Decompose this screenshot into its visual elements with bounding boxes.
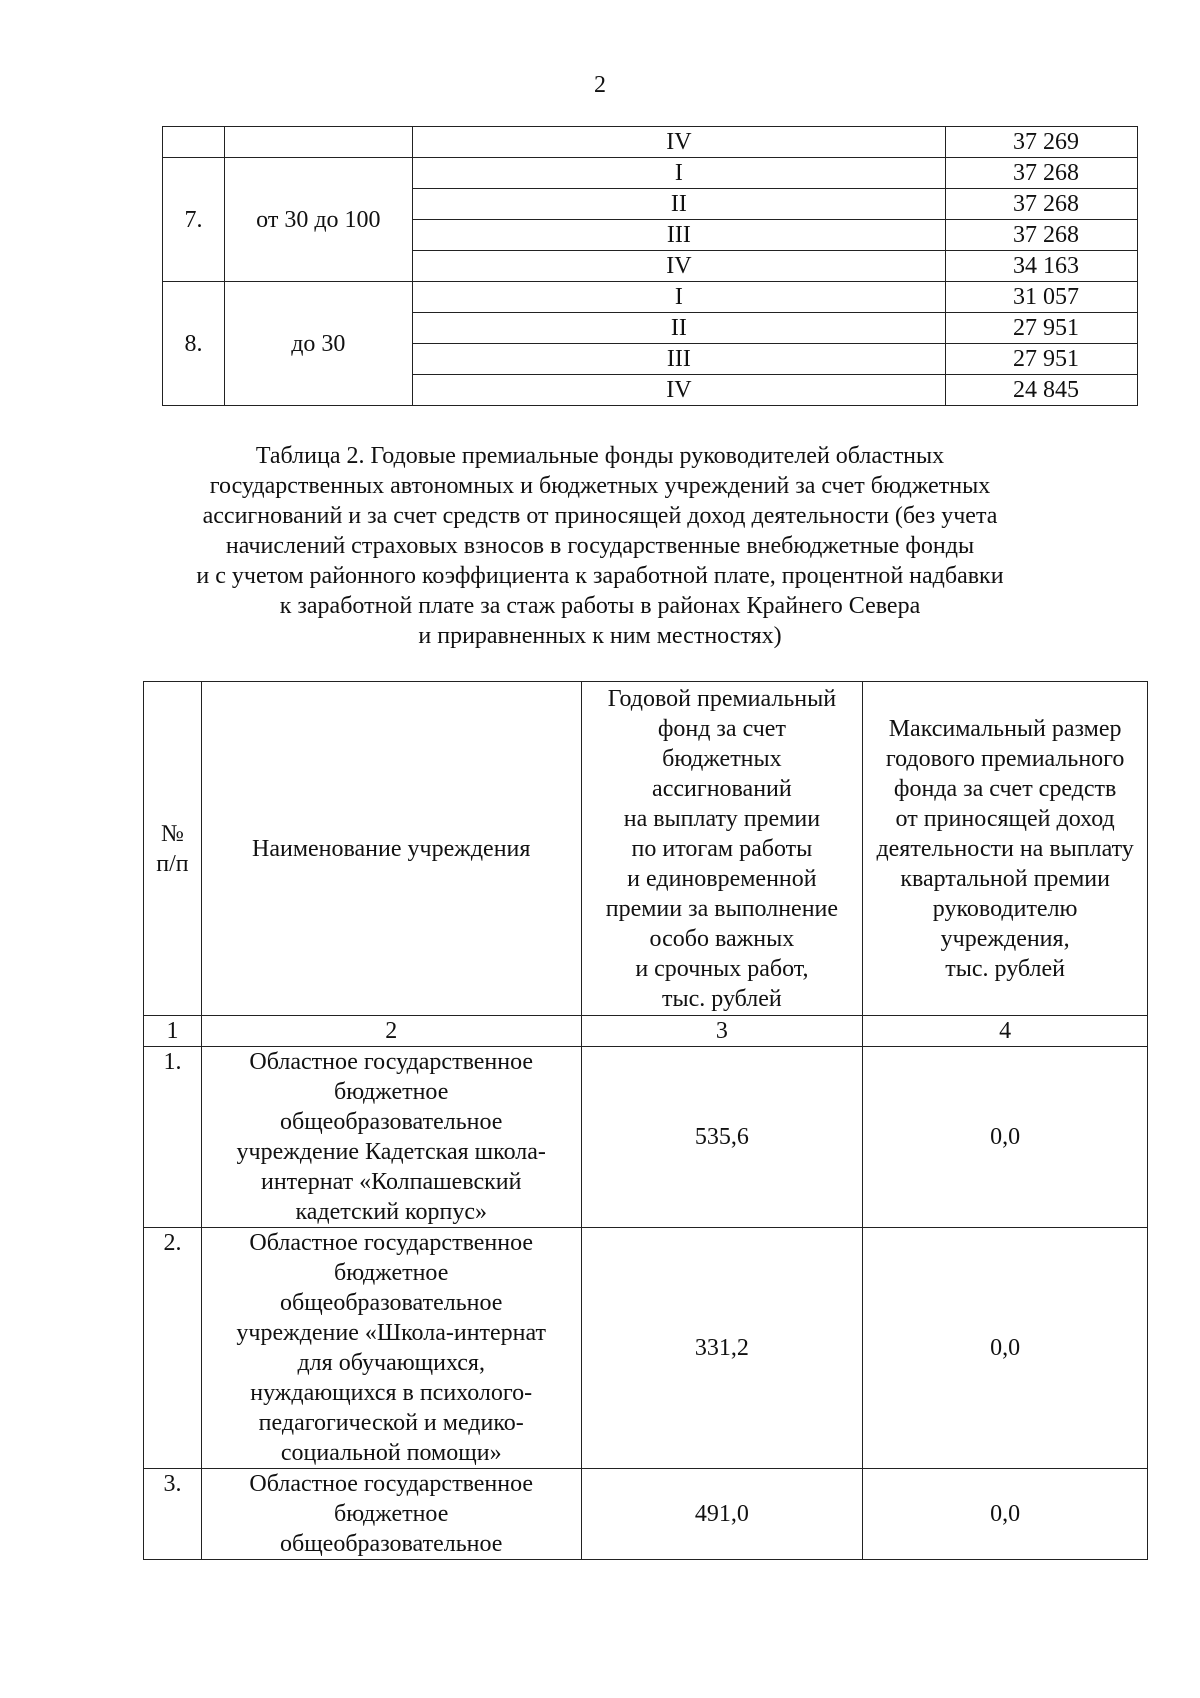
cell-value: 37 269: [946, 127, 1138, 158]
cell-range: от 30 до 100: [224, 158, 412, 282]
header-line: руководителю: [932, 895, 1078, 922]
cell-category: I: [412, 158, 945, 189]
institution-name: [201, 1228, 581, 1469]
header-name: Наименование учреждения: [201, 682, 581, 1016]
header-line: фонда за счет средств: [893, 775, 1117, 802]
cell-value: 37 268: [946, 189, 1138, 220]
cell-value: 27 951: [946, 313, 1138, 344]
name-line: нуждающихся в психолого-: [250, 1380, 533, 1406]
cell-value: 37 268: [946, 220, 1138, 251]
caption-line: и приравненных к ним местностях): [418, 623, 782, 649]
table-row: [163, 127, 1138, 158]
name-line: интернат «Колпашевский: [260, 1169, 522, 1195]
fund-value: 535,6: [581, 1047, 863, 1228]
col-number: 4: [863, 1016, 1148, 1047]
institution-name: [201, 1469, 581, 1560]
cell-value: 27 951: [946, 344, 1138, 375]
cell-category: III: [412, 344, 945, 375]
header-line: и срочных работ,: [635, 955, 809, 982]
name-line: бюджетное: [334, 1260, 449, 1286]
cell-value: 37 268: [946, 158, 1138, 189]
name-line: для обучающихся,: [297, 1350, 485, 1376]
table-continuation: [162, 126, 1138, 406]
row-num: 1.: [144, 1047, 202, 1228]
cell-category: II: [412, 313, 945, 344]
cell-category: I: [412, 282, 945, 313]
header-line: ассигнований: [652, 775, 792, 802]
cell-category: IV: [412, 375, 945, 406]
header-line: бюджетных: [662, 745, 782, 772]
name-line: общеобразовательное: [279, 1531, 503, 1557]
col-number: 3: [581, 1016, 863, 1047]
institution-name: [201, 1047, 581, 1228]
name-line: Областное государственное: [249, 1471, 534, 1497]
name-line: Областное государственное: [249, 1049, 534, 1075]
header-line: тыс. рублей: [945, 955, 1065, 982]
max-value: 0,0: [863, 1228, 1148, 1469]
header-line: деятельности на выплату: [876, 835, 1134, 862]
cell-category: III: [412, 220, 945, 251]
name-line: педагогической и медико-: [258, 1410, 524, 1436]
cell-value: 24 845: [946, 375, 1138, 406]
name-line: учреждение «Школа-интернат: [236, 1320, 547, 1346]
header-line: особо важных: [649, 925, 795, 952]
caption-line: Таблица 2. Годовые премиальные фонды руководителей областных: [255, 443, 945, 469]
cell-value: 31 057: [946, 282, 1138, 313]
col-number: 1: [144, 1016, 202, 1047]
header-line: на выплату премии: [623, 805, 821, 832]
header-line: №: [161, 820, 184, 847]
header-line: учреждения,: [940, 925, 1070, 952]
header-line: Годовой премиальный: [607, 685, 837, 712]
cell-category: IV: [412, 251, 945, 282]
header-line: годового премиального: [885, 745, 1125, 772]
header-num: [144, 682, 202, 1016]
fund-value: 331,2: [581, 1228, 863, 1469]
row-num: 2.: [144, 1228, 202, 1469]
cell-num: 7.: [163, 158, 225, 282]
fund-value: 491,0: [581, 1469, 863, 1560]
cell-range: [224, 127, 412, 158]
header-line: от приносящей доход: [895, 805, 1115, 832]
max-value: 0,0: [863, 1469, 1148, 1560]
name-line: общеобразовательное: [279, 1290, 503, 1316]
table-row: [144, 1228, 1148, 1469]
header-line: и единовременной: [627, 865, 817, 892]
header-line: п/п: [156, 850, 189, 877]
header-line: фонд за счет: [657, 715, 786, 742]
name-line: Областное государственное: [249, 1230, 534, 1256]
header-line: квартальной премии: [900, 865, 1110, 892]
header-line: Максимальный размер: [888, 715, 1122, 742]
header-fund: [581, 682, 863, 1016]
name-line: учреждение Кадетская школа-: [236, 1139, 546, 1165]
cell-category: II: [412, 189, 945, 220]
header-max: [863, 682, 1148, 1016]
table-row: [163, 158, 1138, 189]
table-row: [144, 1469, 1148, 1560]
cell-value: 34 163: [946, 251, 1138, 282]
caption-line: к заработной плате за стаж работы в районах Крайнего Севера: [279, 593, 921, 619]
col-number: 2: [201, 1016, 581, 1047]
header-line: по итогам работы: [631, 835, 813, 862]
name-line: бюджетное: [334, 1079, 449, 1105]
name-line: общеобразовательное: [279, 1109, 503, 1135]
header-line: премии за выполнение: [605, 895, 839, 922]
table-caption: [180, 441, 1020, 651]
header-line: тыс. рублей: [662, 985, 782, 1012]
cell-category: IV: [412, 127, 945, 158]
caption-line: начислений страховых взносов в государственные внебюджетные фонды: [225, 533, 975, 559]
cell-num: 8.: [163, 282, 225, 406]
cell-num: [163, 127, 225, 158]
table-row: [163, 282, 1138, 313]
max-value: 0,0: [863, 1047, 1148, 1228]
caption-line: и с учетом районного коэффициента к заработной плате, процентной надбавки: [196, 563, 1004, 589]
table-row: [144, 1047, 1148, 1228]
row-num: 3.: [144, 1469, 202, 1560]
page-number: 2: [594, 72, 606, 98]
cell-range: до 30: [224, 282, 412, 406]
name-line: кадетский корпус»: [295, 1199, 487, 1225]
column-numbers-row: [144, 1016, 1148, 1047]
header-row: [144, 682, 1148, 1016]
name-line: социальной помощи»: [280, 1440, 502, 1466]
caption-line: государственных автономных и бюджетных учреждений за счет бюджетных: [209, 473, 991, 499]
name-line: бюджетное: [334, 1501, 449, 1527]
premium-funds-table: [143, 681, 1148, 1560]
caption-line: ассигнований и за счет средств от приносящей доход деятельности (без учета: [202, 503, 998, 529]
